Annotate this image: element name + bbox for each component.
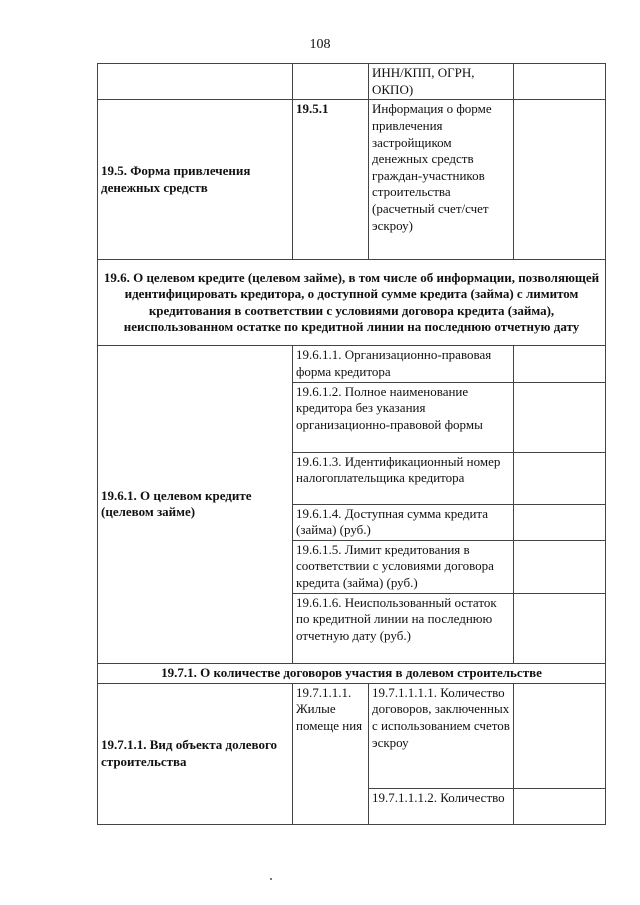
section-19-7-1-1-label: 19.7.1.1. Вид объекта долевого строительства [98, 683, 293, 824]
credit-item-19-6-1-4: 19.6.1.4. Доступная сумма кредита (займа) (руб.) [293, 504, 514, 540]
table-cell [293, 64, 369, 100]
credit-item-19-6-1-1: 19.6.1.1. Организационно-правовая форма кредитора [293, 346, 514, 382]
value-cell [514, 593, 606, 663]
item-19-5-1-description: Информация о форме привлечения застройщиком денежных средств граждан-участников строительства (расчетный счет/счет эскроу) [369, 100, 514, 260]
scan-dot [270, 878, 272, 880]
table-row [98, 683, 606, 788]
section-19-5-label: 19.5. Форма привлечения денежных средств [98, 100, 293, 260]
table-row [98, 346, 606, 382]
value-cell [514, 346, 606, 382]
table-row [98, 64, 606, 100]
credit-item-19-6-1-2: 19.6.1.2. Полное наименование кредитора без указания организационно-правовой формы [293, 382, 514, 452]
value-cell [514, 504, 606, 540]
section-19-7-1-header: 19.7.1. О количестве договоров участия в долевом строительстве [98, 663, 606, 683]
value-cell [514, 452, 606, 504]
section-19-6-header: 19.6. О целевом кредите (целевом займе), в том числе об информации, позволяющей идентифицировать кредитора, о доступной сумме кредита (займа) с лимитом кредитования в соответствии с условиями договора кредита (займа), неиспользованном остатке по кредитной линии на последнюю отчетную дату [98, 260, 606, 346]
credit-item-19-6-1-6: 19.6.1.6. Неиспользованный остаток по кредитной линии на последнюю отчетную дату (руб.) [293, 593, 514, 663]
table-cell [98, 64, 293, 100]
item-19-7-1-1-1-residential: 19.7.1.1.1. Жилые помеще ния [293, 683, 369, 824]
value-cell [514, 788, 606, 824]
credit-item-19-6-1-5: 19.6.1.5. Лимит кредитования в соответствии с условиями договора кредита (займа) (руб.) [293, 540, 514, 593]
table-row [98, 663, 606, 683]
value-cell [514, 382, 606, 452]
okpo-continuation-cell: ИНН/КПП, ОГРН, ОКПО) [369, 64, 514, 100]
page-number: 108 [309, 37, 331, 52]
section-19-6-1-label: 19.6.1. О целевом кредите (целевом займе) [98, 346, 293, 663]
table-row [98, 100, 606, 260]
value-cell [514, 100, 606, 260]
credit-item-19-6-1-3: 19.6.1.3. Идентификационный номер налогоплательщика кредитора [293, 452, 514, 504]
table-row [98, 260, 606, 346]
value-cell [514, 64, 606, 100]
document-table [97, 63, 606, 825]
item-19-7-1-1-1-2: 19.7.1.1.1.2. Количество [369, 788, 514, 824]
value-cell [514, 683, 606, 788]
value-cell [514, 540, 606, 593]
item-19-7-1-1-1-1: 19.7.1.1.1.1. Количество договоров, заключенных с использованием счетов эскроу [369, 683, 514, 788]
item-code-19-5-1: 19.5.1 [293, 100, 369, 260]
